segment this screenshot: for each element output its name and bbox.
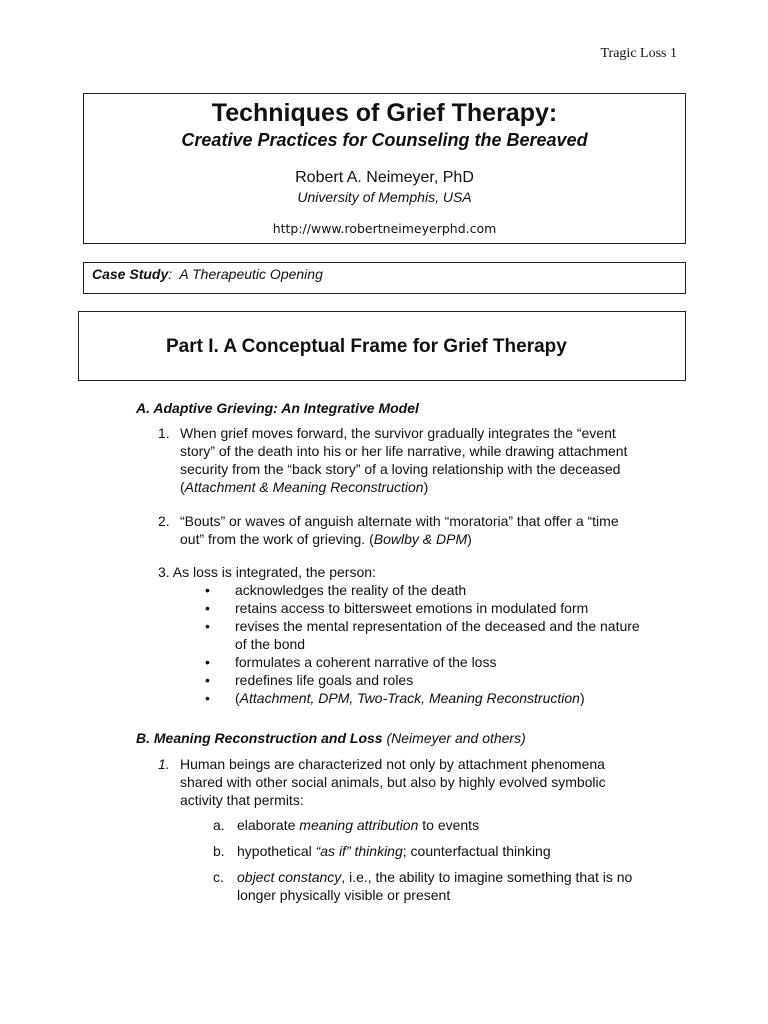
bullet-item	[235, 689, 640, 707]
case-study-colon: :	[168, 266, 180, 282]
section-a-item-1-line: When grief moves forward, the survivor gradually integrates the “event	[180, 425, 616, 441]
subitem-text: hypothetical	[237, 843, 316, 859]
section-a-item-2	[180, 512, 619, 548]
subitem-emphasis: meaning attribution	[299, 817, 419, 833]
section-b-item-1-line: shared with other social animals, but also by highly evolved symbolic	[180, 774, 606, 790]
cite-open: (	[235, 690, 240, 706]
section-b-heading: B. Meaning Reconstruction and Loss	[136, 730, 383, 746]
subitem-text: , i.e., the ability to imagine something that is no	[341, 869, 633, 885]
bullet-item-continuation: of the bond	[235, 636, 306, 652]
cite-open: (	[180, 479, 185, 495]
subitem-c-letter: c.	[213, 869, 224, 885]
subitem-b-letter: b.	[213, 843, 225, 859]
section-a-item-3-intro: 3. As loss is integrated, the person:	[158, 564, 376, 580]
subitem-c-line-2: longer physically visible or present	[237, 887, 451, 903]
bullet-item: • redefines life goals and roles	[235, 671, 640, 689]
document-subtitle: Creative Practices for Counseling the Bereaved	[181, 130, 588, 150]
website-link[interactable]: http://www.robertneimeyerphd.com	[272, 221, 497, 236]
bullet-item: • acknowledges the reality of the death	[235, 581, 640, 599]
citation: Attachment & Meaning Reconstruction	[184, 479, 424, 495]
case-study-box	[83, 262, 686, 294]
document-title: Techniques of Grief Therapy:	[211, 99, 558, 127]
author-affiliation: University of Memphis, USA	[297, 189, 472, 205]
subitem-a	[237, 816, 479, 834]
part-heading: Part I. A Conceptual Frame for Grief Therapy	[78, 311, 686, 381]
subitem-text: elaborate	[237, 817, 300, 833]
bullet-item: • retains access to bittersweet emotions in modulated form	[235, 599, 640, 617]
section-a-item-2-line: “Bouts” or waves of anguish alternate with “moratoria” that offer a “time	[180, 513, 619, 529]
subitem-b	[237, 842, 551, 860]
author-name: Robert A. Neimeyer, PhD	[295, 169, 474, 186]
section-a-item-1-number: 1.	[158, 425, 170, 441]
section-a-item-1	[180, 424, 627, 496]
case-study-text: A Therapeutic Opening	[179, 266, 323, 282]
title-block	[83, 93, 686, 244]
cite-close: )	[467, 531, 472, 547]
section-a-item-2-line: out” from the work of grieving. (	[180, 531, 374, 547]
subitem-emphasis: “as if” thinking	[315, 843, 403, 859]
bullet-item: • formulates a coherent narrative of the loss	[235, 653, 640, 671]
section-b-item-1-number: 1.	[158, 756, 170, 772]
section-a-heading: A. Adaptive Grieving: An Integrative Model	[136, 400, 419, 416]
section-a-bullet-list	[235, 581, 640, 707]
running-header: Tragic Loss 1	[600, 46, 677, 61]
section-b-item-1	[180, 755, 606, 809]
section-b-item-1-line: Human beings are characterized not only by attachment phenomena	[180, 756, 605, 772]
citation: Attachment, DPM, Two-Track, Meaning Reconstruction	[239, 690, 580, 706]
subitem-text: to events	[418, 817, 480, 833]
section-b-heading-note: (Neimeyer and others)	[386, 730, 526, 746]
section-a-item-1-line: story” of the death into his or her life narrative, while drawing attachment	[180, 443, 628, 459]
subitem-text: ; counterfactual thinking	[402, 843, 551, 859]
subitem-c	[237, 868, 632, 904]
cite-close: )	[579, 690, 585, 706]
section-a-item-1-line: security from the “back story” of a loving relationship with the deceased	[180, 461, 621, 477]
bullet-item: • revises the mental representation of the deceased and the nature	[235, 617, 640, 635]
section-a-item-2-number: 2.	[158, 513, 170, 529]
subitem-emphasis: object constancy	[237, 869, 342, 885]
section-b-heading-row	[136, 729, 526, 747]
cite-close: )	[423, 479, 429, 495]
citation: Bowlby & DPM	[373, 531, 468, 547]
subitem-a-letter: a.	[213, 817, 225, 833]
case-study-label: Case Study	[92, 266, 169, 282]
section-b-item-1-line: activity that permits:	[180, 792, 304, 808]
